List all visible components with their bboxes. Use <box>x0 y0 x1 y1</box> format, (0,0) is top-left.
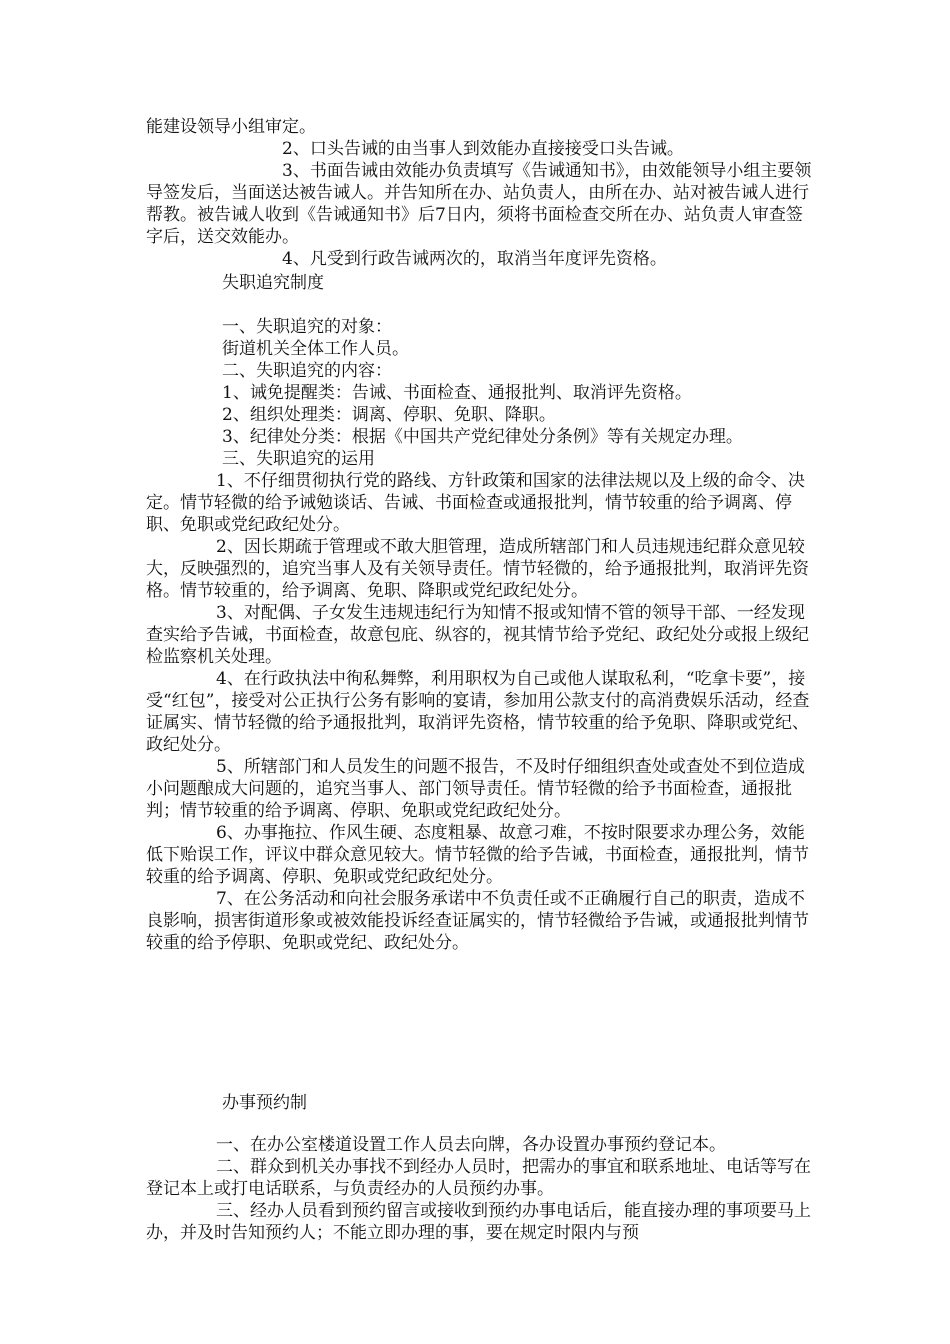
paragraph: 2、口头告诫的由当事人到效能办直接接受口头告诫。 <box>282 139 684 159</box>
list-item: 1、诫免提醒类：告诫、书面检查、通报批判、取消评先资格。 <box>222 383 692 403</box>
paragraph: 三、经办人员看到预约留言或接收到预约办事电话后，能直接办理的事项要马上办，并及时告知预约人；不能立即办理的事，要在规定时限内与预 <box>146 1201 811 1243</box>
paragraph: 5、所辖部门和人员发生的问题不报告，不及时仔细组织查处或查处不到位造成小问题酿成大问题的，追究当事人、部门领导责任。情节轻微的给予书面检查，通报批判；情节较重的给予调离、停职、免职或党纪政纪处分。 <box>146 757 805 821</box>
paragraph: 2、因长期疏于管理或不敢大胆管理，造成所辖部门和人员违规违纪群众意见较大，反映强烈的，追究当事人及有关领导责任。情节轻微的，给予通报批判，取消评先资格。情节较重的，给予调离、免职、降职或党纪政纪处分。 <box>146 537 809 601</box>
paragraph: 4、凡受到行政告诫两次的，取消当年度评先资格。 <box>282 249 667 269</box>
section-3 <box>146 1134 816 1244</box>
paragraph: 3、对配偶、子女发生违规违纪行为知情不报或知情不管的领导干部、一经发现查实给予告诫，书面检查，故意包庇、纵容的，视其情节给予党纪、政纪处分或报上级纪检监察机关处理。 <box>146 603 809 667</box>
section-1 <box>146 116 816 270</box>
list-item: 街道机关全体工作人员。 <box>222 339 409 359</box>
paragraph: 1、不仔细贯彻执行党的路线、方针政策和国家的法律法规以及上级的命令、决定。情节轻微的给予诫勉谈话、告诫、书面检查或通报批判，情节较重的给予调离、停职、免职或党纪政纪处分。 <box>146 471 805 535</box>
list-item: 一、失职追究的对象： <box>222 317 392 337</box>
list-item: 二、失职追究的内容： <box>222 361 392 381</box>
paragraph: 二、群众到机关办事找不到经办人员时，把需办的事宜和联系地址、电话等写在登记本上或打电话联系，与负责经办的人员预约办事。 <box>146 1157 811 1199</box>
paragraph: 3、书面告诫由效能办负责填写《告诫通知书》，由效能领导小组主要领导签发后，当面送达被告诫人。并告知所在办、站负责人，由所在办、站对被告诫人进行帮教。被告诫人收到《告诫通知书》后7日内，须将书面检查交所在办、站负责人审查签字后，送交效能办。 <box>146 161 812 247</box>
section-title: 办事预约制 <box>222 1093 307 1113</box>
paragraph: 6、办事拖拉、作风生硬、态度粗暴、故意刁难，不按时限要求办理公务，效能低下贻误工作，评议中群众意见较大。情节轻微的给予告诫，书面检查，通报批判，情节较重的给予调离、停职、免职或党纪政纪处分。 <box>146 823 809 887</box>
section-title: 失职追究制度 <box>222 273 324 293</box>
list-item: 三、失职追究的运用 <box>222 449 375 469</box>
section-2 <box>146 316 816 954</box>
paragraph: 7、在公务活动和向社会服务承诺中不负责任或不正确履行自己的职责，造成不良影响，损害街道形象或被效能投诉经查证属实的，情节轻微给予告诫，或通报批判情节较重的给予停职、免职或党纪、政纪处分。 <box>146 889 809 953</box>
list-item: 3、纪律处分类：根据《中国共产党纪律处分条例》等有关规定办理。 <box>222 427 743 447</box>
list-item: 2、组织处理类：调离、停职、免职、降职。 <box>222 405 556 425</box>
paragraph: 一、在办公室楼道设置工作人员去向牌，各办设置办事预约登记本。 <box>216 1135 726 1155</box>
paragraph: 4、在行政执法中徇私舞弊，利用职权为自己或他人谋取私利，“吃拿卡要”，接受“红包”，接受对公正执行公务有影响的宴请，参加用公款支付的高消费娱乐活动，经查证属实、情节轻微的给予通报批判，取消评先资格，情节较重的给予免职、降职或党纪、政纪处分。 <box>146 669 810 755</box>
paragraph: 能建设领导小组审定。 <box>146 117 316 137</box>
